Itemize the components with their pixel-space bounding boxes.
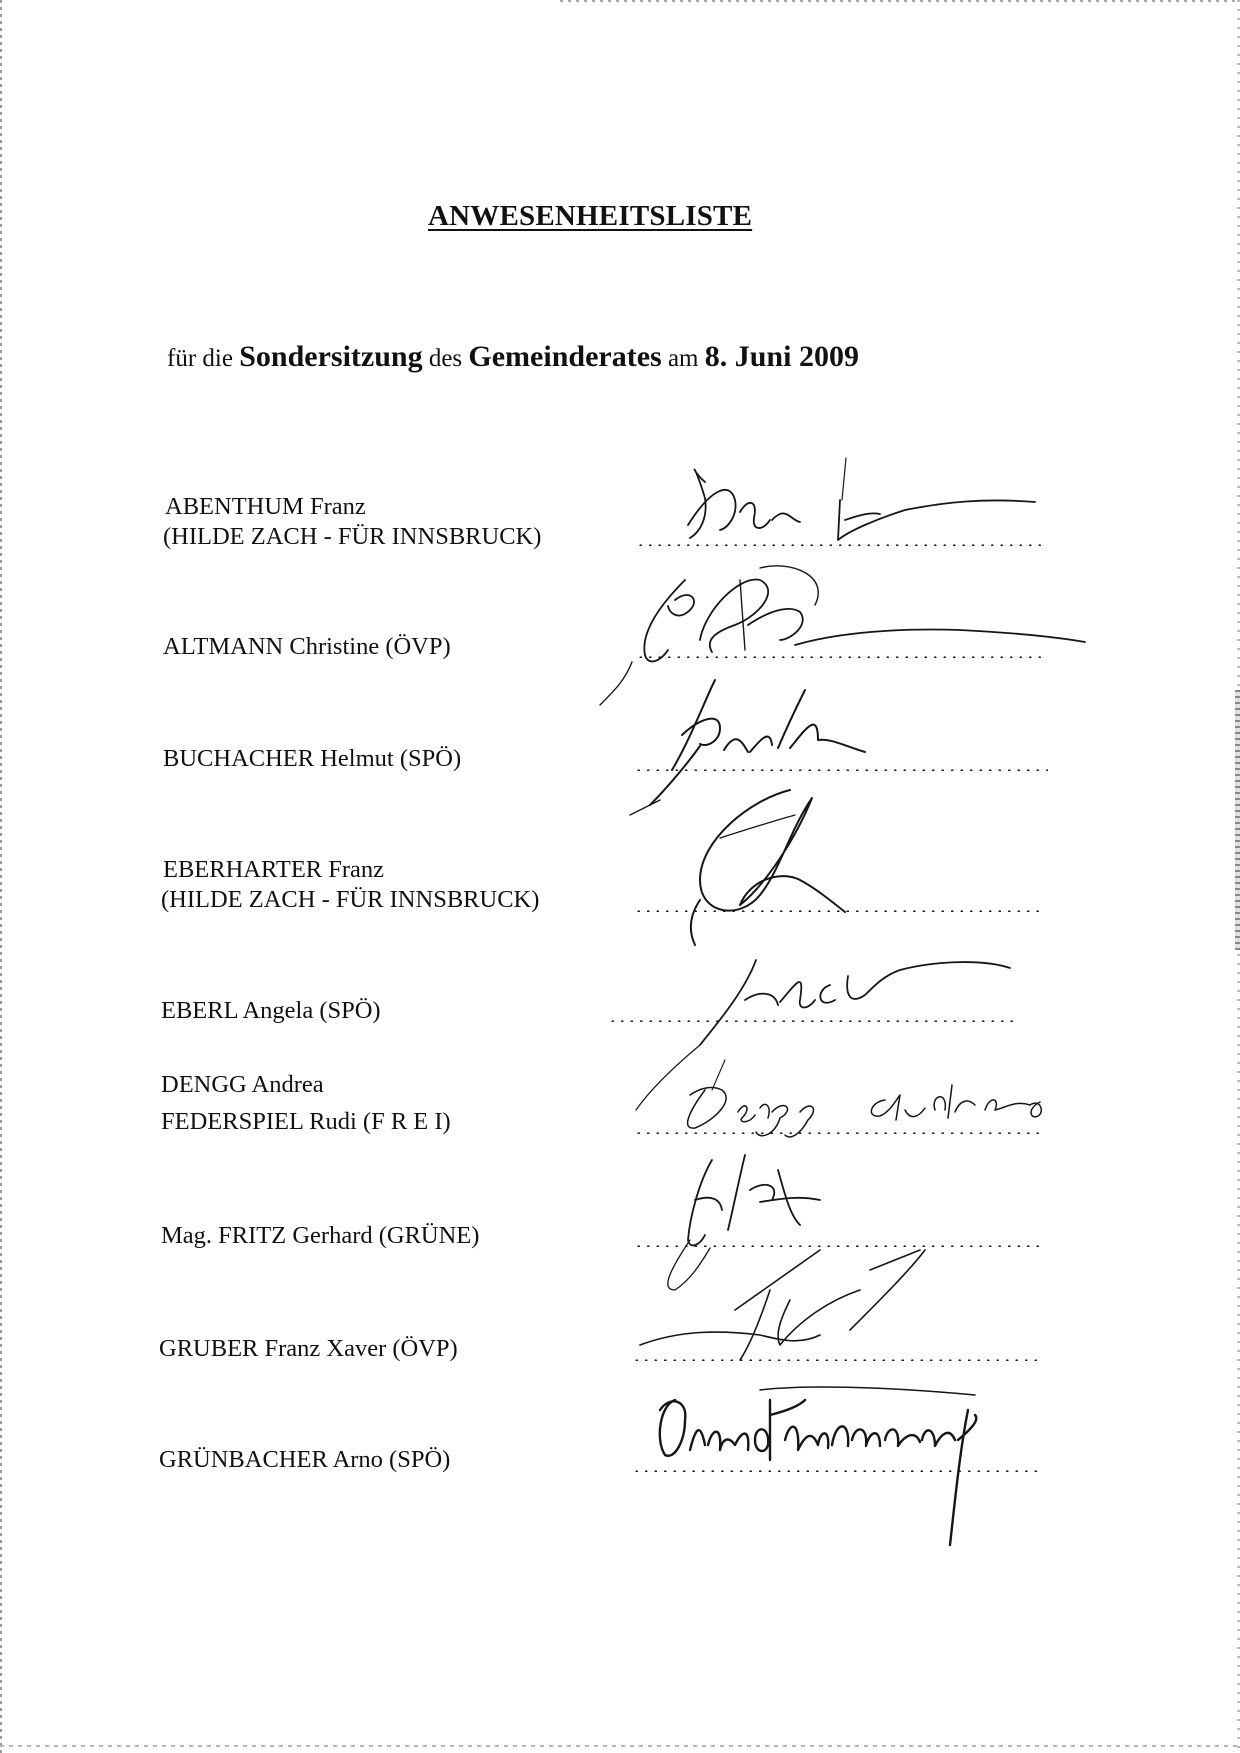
signature-dengg [688, 1060, 1042, 1137]
signature-altmann [600, 566, 1085, 705]
signature-line [636, 656, 1048, 658]
signature-line [632, 1359, 1044, 1361]
signature-eberharter [691, 790, 845, 945]
document-title: ANWESENHEITSLISTE [428, 200, 753, 232]
attendee-faction: (HILDE ZACH - FÜR INNSBRUCK) [163, 523, 542, 550]
attendee-name: DENGG Andrea [161, 1071, 324, 1098]
subtitle-body: Gemeinderates [468, 340, 662, 373]
scan-edge-bottom [0, 1745, 1240, 1747]
subtitle-text-2: des [422, 345, 469, 372]
subtitle-text-3: am [661, 345, 705, 372]
subtitle-text-1: für die [167, 345, 240, 372]
signature-eberl [636, 960, 1010, 1110]
subtitle-session-type: Sondersitzung [239, 340, 423, 373]
signature-gruber [640, 1250, 925, 1360]
attendee-name: FEDERSPIEL Rudi (F R E I) [161, 1108, 451, 1135]
scan-edge-mark [1235, 690, 1240, 950]
attendee-faction: (HILDE ZACH - FÜR INNSBRUCK) [161, 886, 540, 913]
subtitle-date: 8. Juni 2009 [704, 340, 859, 373]
signature-line [634, 1132, 1046, 1134]
signature-fritz [668, 1155, 820, 1290]
signature-line [634, 910, 1046, 912]
scan-edge-left [0, 0, 2, 1753]
document-subtitle [167, 340, 859, 374]
attendee-name: ABENTHUM Franz [165, 493, 366, 520]
signature-buchacher [630, 680, 865, 815]
attendee-name: GRUBER Franz Xaver (ÖVP) [159, 1335, 458, 1362]
attendee-name: EBERHARTER Franz [163, 856, 385, 883]
signature-abenthum [688, 458, 1035, 540]
signature-line [634, 1245, 1044, 1247]
attendee-name: EBERL Angela (SPÖ) [161, 997, 381, 1024]
attendee-name: ALTMANN Christine (ÖVP) [163, 633, 451, 660]
signature-line [632, 1470, 1042, 1472]
signature-line [608, 1020, 1018, 1022]
signature-gruenbacher [660, 1387, 977, 1545]
attendee-name: BUCHACHER Helmut (SPÖ) [163, 745, 462, 772]
signature-line [636, 544, 1048, 546]
attendee-name: Mag. FRITZ Gerhard (GRÜNE) [161, 1222, 480, 1249]
attendee-name: GRÜNBACHER Arno (SPÖ) [159, 1446, 451, 1473]
signature-line [634, 769, 1048, 771]
scan-edge-top [560, 0, 1240, 2]
